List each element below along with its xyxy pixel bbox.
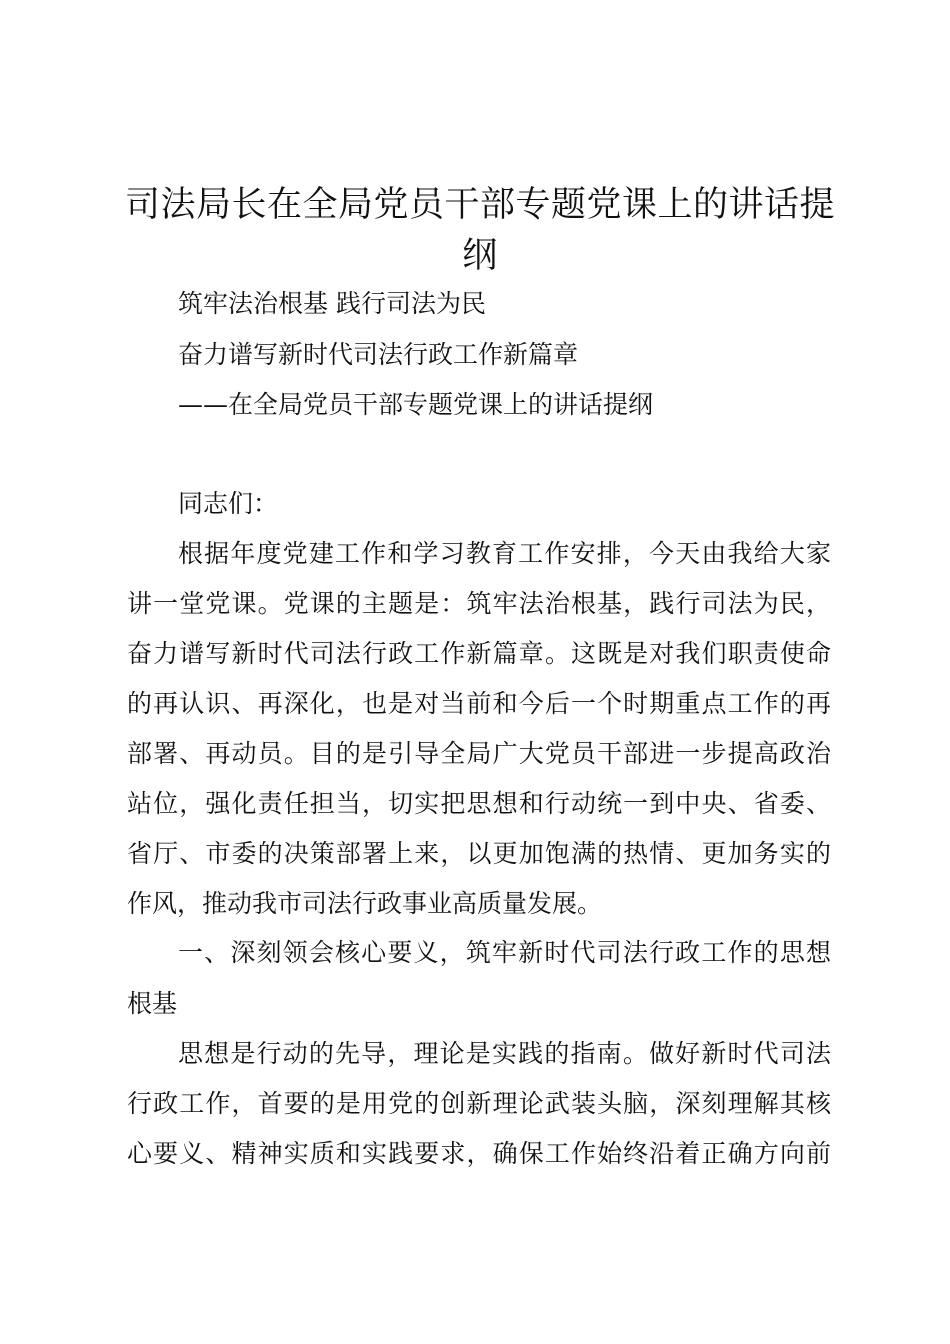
paragraph-line: 根据年度党建工作和学习教育工作安排，今天由我给大家 xyxy=(178,539,831,568)
greeting: 同志们： xyxy=(178,489,279,518)
paragraph-line: 行政工作，首要的是用党的创新理论武装头脑，深刻理解其核 xyxy=(127,1089,831,1118)
paragraph-line: 奋力谱写新时代司法行政工作新篇章。这既是对我们职责使命 xyxy=(127,639,831,668)
heading-line: 一、深刻领会核心要义，筑牢新时代司法行政工作的思想 xyxy=(178,938,831,967)
paragraph-line: 作风，推动我市司法行政事业高质量发展。 xyxy=(127,889,603,918)
paragraph-line: 部署、再动员。目的是引导全局广大党员干部进一步提高政治 xyxy=(127,739,831,768)
subtitle-line: 奋力谱写新时代司法行政工作新篇章 xyxy=(178,340,579,369)
title-line: 纲 xyxy=(462,236,498,276)
paragraph-line: 站位，强化责任担当，切实把思想和行动统一到中央、省委、 xyxy=(127,789,831,818)
subtitle-line: ——在全局党员干部专题党课上的讲话提纲 xyxy=(178,390,654,419)
paragraph-line: 省厅、市委的决策部署上来，以更加饱满的热情、更加务实的 xyxy=(127,839,831,868)
paragraph-line: 心要义、精神实质和实践要求，确保工作始终沿着正确方向前 xyxy=(127,1139,831,1168)
subtitle-line: 筑牢法治根基 践行司法为民 xyxy=(178,289,486,318)
heading-line: 根基 xyxy=(127,989,178,1018)
title-line: 司法局长在全局党员干部专题党课上的讲话提 xyxy=(124,185,835,225)
document-title xyxy=(120,180,840,282)
paragraph-line: 讲一堂党课。党课的主题是：筑牢法治根基，践行司法为民， xyxy=(127,589,831,618)
paragraph-line: 的再认识、再深化，也是对当前和今后一个时期重点工作的再 xyxy=(127,689,831,718)
paragraph-line: 思想是行动的先导，理论是实践的指南。做好新时代司法 xyxy=(178,1039,831,1068)
